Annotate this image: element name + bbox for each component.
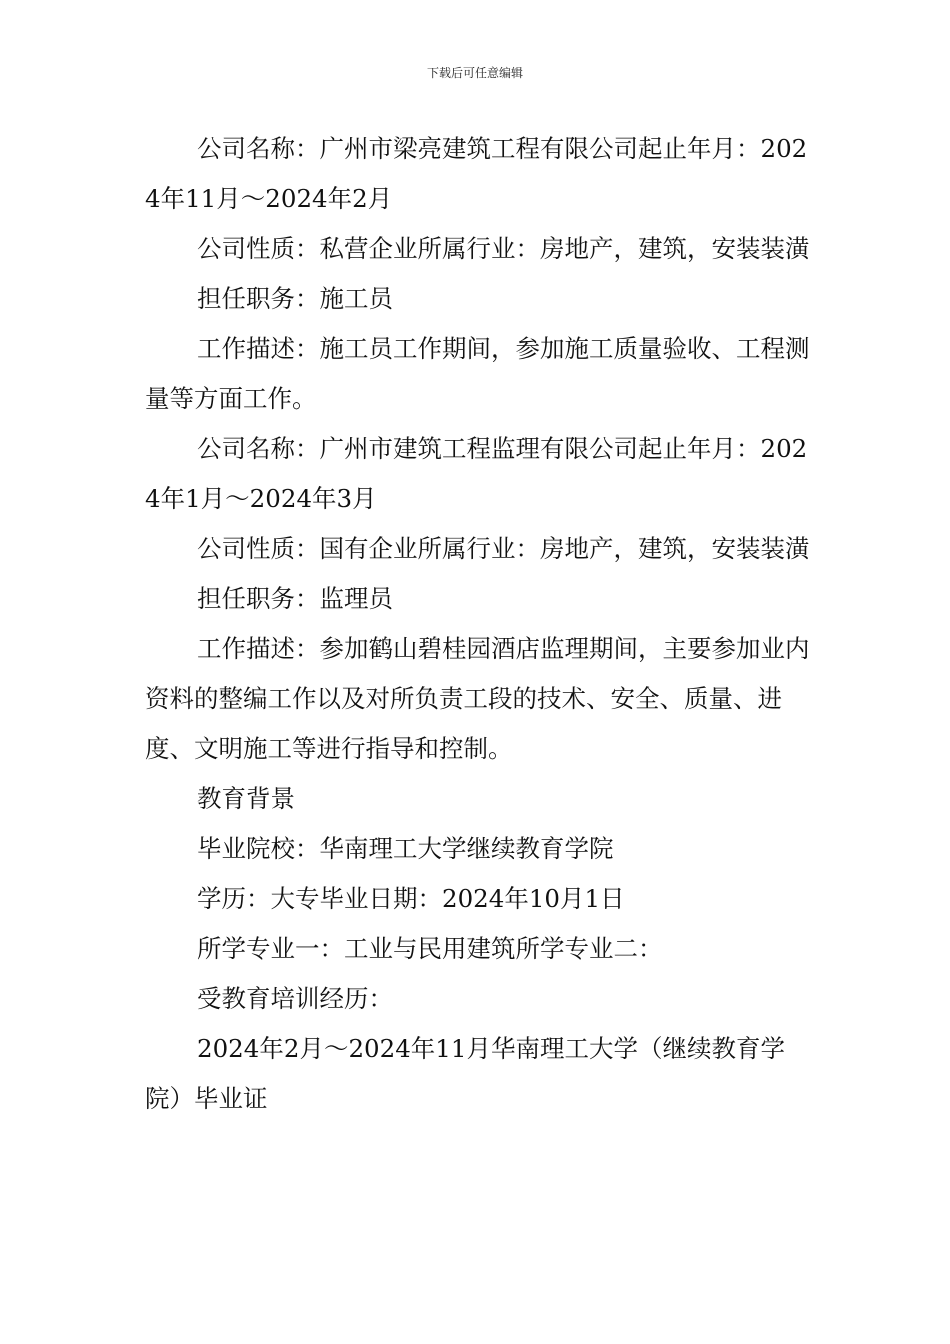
paragraph-company-name-2: 公司名称：广州市建筑工程监理有限公司起止年月：2024年1月～2024年3月 xyxy=(145,434,808,513)
paragraph-training-heading: 受教育培训经历： xyxy=(197,984,393,1013)
paragraph-company-name-1: 公司名称：广州市梁亮建筑工程有限公司起止年月：2024年11月～2024年2月 xyxy=(145,134,808,213)
paragraph-company-nature-2: 公司性质：国有企业所属行业：房地产，建筑，安装装潢 xyxy=(197,534,810,563)
paragraph-position-2: 担任职务：监理员 xyxy=(197,584,393,613)
document-body xyxy=(145,124,810,1124)
paragraph-school: 毕业院校：华南理工大学继续教育学院 xyxy=(197,834,614,863)
paragraph-job-description-1: 工作描述：施工员工作期间，参加施工质量验收、工程测量等方面工作。 xyxy=(145,334,810,413)
paragraph-degree: 学历：大专毕业日期：2024年10月1日 xyxy=(197,884,625,913)
paragraph-job-description-2: 工作描述：参加鹤山碧桂园酒店监理期间，主要参加业内资料的整编工作以及对所负责工段的技术、安全、质量、进度、文明施工等进行指导和控制。 xyxy=(145,634,810,763)
section-heading-education: 教育背景 xyxy=(197,784,295,813)
paragraph-position-1: 担任职务：施工员 xyxy=(197,284,393,313)
paragraph-company-nature-1: 公司性质：私营企业所属行业：房地产，建筑，安装装潢 xyxy=(197,234,810,263)
paragraph-major: 所学专业一：工业与民用建筑所学专业二： xyxy=(197,934,663,963)
page-header: 下载后可任意编辑 xyxy=(426,66,523,80)
paragraph-training-entry: 2024年2月～2024年11月华南理工大学（继续教育学院）毕业证 xyxy=(145,1034,785,1113)
